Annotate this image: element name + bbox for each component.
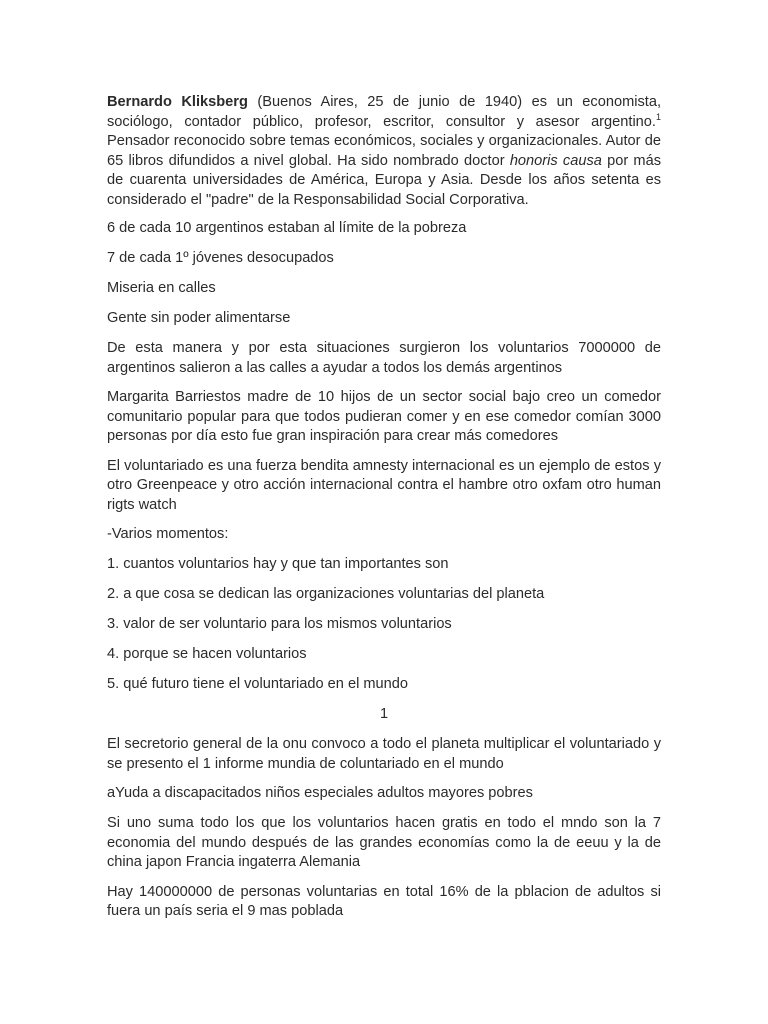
bio-text-1: (Buenos Aires, 25 de junio de 1940) es un economista, sociólogo, contador público, profesor, escritor, consultor y asesor argentino. (107, 94, 661, 130)
paragraph: aYuda a discapacitados niños especiales adultos mayores pobres (107, 785, 533, 801)
fact-line: Miseria en calles (107, 280, 216, 296)
paragraph: Margarita Barriestos madre de 10 hijos de un sector social bajo creo un comedor comunitario popular para que todos pudieran comer y en ese comedor comían 3000 personas por día esto fue gran inspiración para crear más comedores (107, 389, 661, 444)
moment-item: 4. porque se hacen voluntarios (107, 646, 307, 662)
fact-line: 6 de cada 10 argentinos estaban al límite de la pobreza (107, 220, 467, 236)
moment-item: 3. valor de ser voluntario para los mismos voluntarios (107, 616, 452, 632)
moments-heading: -Varios momentos: (107, 526, 229, 542)
moment-item: 1. cuantos voluntarios hay y que tan importantes son (107, 556, 449, 572)
moment-item: 2. a que cosa se dedican las organizaciones voluntarias del planeta (107, 586, 545, 602)
moment-item: 5. qué futuro tiene el voluntariado en el mundo (107, 676, 409, 692)
paragraph: El secretorio general de la onu convoco a todo el planeta multiplicar el voluntariado y se presento el 1 informe mundia de coluntariado en el mundo (107, 736, 661, 772)
bio-paragraph (107, 93, 661, 210)
fact-line: 7 de cada 1º jóvenes desocupados (107, 250, 334, 266)
paragraph: El voluntariado es una fuerza bendita amnesty internacional es un ejemplo de estos y otro Greenpeace y otro acción internacional contra el hambre otro oxfam otro human rigts watch (107, 457, 661, 513)
paragraph: De esta manera y por esta situaciones surgieron los voluntarios 7000000 de argentinos salieron a las calles a ayudar a todos los demás argentinos (107, 340, 661, 376)
bio-italic: honoris causa (509, 152, 602, 169)
footnote-ref[interactable]: 1 (655, 111, 661, 122)
bio-text-3: por más de cuarenta universidades de América, Europa y Asia. Desde los años setenta es considerado el "padre" de la Responsabilidad Social Corporativa. (107, 152, 661, 208)
fact-line: Gente sin poder alimentarse (107, 310, 291, 326)
author-name: Bernardo Kliksberg (107, 94, 248, 110)
bio-text-2: Pensador reconocido sobre temas económicos, sociales y organizacionales. Autor de 65 libros difundidos a nivel global. Ha sido nombrado doctor (107, 133, 661, 169)
paragraph: Si uno suma todo los que los voluntarios hacen gratis en todo el mndo son la 7 economia del mundo después de las grandes economías como la de eeuu y la de china japon Francia ingaterra Alemania (107, 815, 661, 870)
paragraph: Hay 140000000 de personas voluntarias en total 16% de la pblacion de adultos si fuera un país seria el 9 mas poblada (107, 883, 661, 919)
document-body (107, 93, 661, 932)
section-number: 1 (379, 706, 389, 722)
